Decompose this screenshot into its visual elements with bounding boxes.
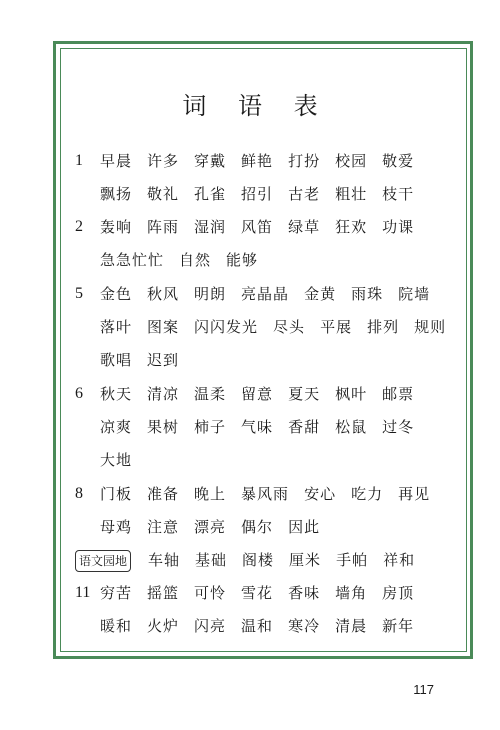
vocab-word: 果树 (147, 418, 180, 436)
vocab-word: 偶尔 (241, 518, 274, 536)
vocab-word: 打扮 (288, 152, 321, 170)
vocab-word: 香甜 (288, 418, 321, 436)
vocab-word: 吃力 (351, 485, 384, 503)
vocab-word: 车轴 (148, 551, 181, 569)
vocab-word: 祥和 (383, 551, 416, 569)
vocab-word: 孔雀 (194, 185, 227, 203)
vocab-word: 过冬 (382, 418, 415, 436)
vocab-word: 雪花 (241, 584, 274, 602)
vocab-word: 鲜艳 (241, 152, 274, 170)
vocab-word: 基础 (195, 551, 228, 569)
vocab-word: 规则 (414, 318, 447, 336)
vocab-word: 金黄 (304, 285, 337, 303)
page-number: 117 (413, 682, 434, 697)
vocab-word: 迟到 (147, 351, 180, 369)
vocab-word: 再见 (398, 485, 431, 503)
vocab-word: 阵雨 (147, 218, 180, 236)
vocab-word: 湿润 (194, 218, 227, 236)
vocab-word: 功课 (382, 218, 415, 236)
vocab-word: 厘米 (289, 551, 322, 569)
vocab-word: 闪闪发光 (194, 318, 259, 336)
word-group (100, 181, 429, 207)
vocab-word: 风笛 (241, 218, 274, 236)
word-group (100, 447, 147, 473)
vocab-word: 金色 (100, 285, 133, 303)
vocab-word: 雨珠 (351, 285, 384, 303)
word-group (100, 148, 429, 174)
word-group (100, 347, 194, 373)
vocab-word: 平展 (320, 318, 353, 336)
vocab-word: 母鸡 (100, 518, 133, 536)
vocab-word: 落叶 (100, 318, 133, 336)
lesson-number: 5 (75, 285, 83, 302)
vocab-word: 图案 (147, 318, 180, 336)
vocab-word: 亮晶晶 (241, 285, 290, 303)
vocab-word: 手帕 (336, 551, 369, 569)
vocab-word: 准备 (147, 485, 180, 503)
vocab-word: 寒冷 (288, 617, 321, 635)
vocab-word: 夏天 (288, 385, 321, 403)
vocab-word: 清晨 (335, 617, 368, 635)
vocab-word: 火炉 (147, 617, 180, 635)
vocab-word: 粗壮 (335, 185, 368, 203)
vocab-word: 轰响 (100, 218, 133, 236)
vocab-word: 闪亮 (194, 617, 227, 635)
vocab-word: 排列 (367, 318, 400, 336)
vocab-word: 邮票 (382, 385, 415, 403)
lesson-number: 11 (75, 584, 91, 601)
vocab-word: 凉爽 (100, 418, 133, 436)
lesson-number: 6 (75, 385, 83, 402)
vocab-word: 摇篮 (147, 584, 180, 602)
vocab-word: 秋风 (147, 285, 180, 303)
page-title: 词 语 表 (182, 92, 330, 120)
word-group (100, 247, 273, 273)
vocab-word: 秋天 (100, 385, 133, 403)
vocab-word: 飘扬 (100, 185, 133, 203)
lesson-number: 1 (75, 152, 83, 169)
vocab-word: 狂欢 (335, 218, 368, 236)
word-group (100, 481, 445, 507)
vocab-word: 绿草 (288, 218, 321, 236)
vocab-word: 院墙 (398, 285, 431, 303)
vocab-word: 校园 (335, 152, 368, 170)
vocab-word: 敬爱 (382, 152, 415, 170)
vocab-word: 温和 (241, 617, 274, 635)
lesson-number: 8 (75, 485, 83, 502)
vocab-word: 大地 (100, 451, 133, 469)
vocab-word: 温柔 (194, 385, 227, 403)
vocab-word: 因此 (288, 518, 321, 536)
word-group (100, 613, 429, 639)
vocab-word: 阁楼 (242, 551, 275, 569)
lesson-number: 2 (75, 218, 83, 235)
vocab-word: 能够 (226, 251, 259, 269)
vocab-word: 柿子 (194, 418, 227, 436)
vocab-word: 墙角 (335, 584, 368, 602)
vocab-word: 歌唱 (100, 351, 133, 369)
vocab-word: 气味 (241, 418, 274, 436)
vocab-word: 暴风雨 (241, 485, 290, 503)
vocab-word: 香味 (288, 584, 321, 602)
vocab-word: 清凉 (147, 385, 180, 403)
vocab-word: 敬礼 (147, 185, 180, 203)
word-group (100, 381, 429, 407)
vocab-word: 急急忙忙 (100, 251, 165, 269)
vocab-word: 枝干 (382, 185, 415, 203)
vocab-word: 早晨 (100, 152, 133, 170)
vocab-word: 安心 (304, 485, 337, 503)
vocab-word: 许多 (147, 152, 180, 170)
vocab-word: 尽头 (273, 318, 306, 336)
vocab-word: 新年 (382, 617, 415, 635)
vocab-word: 注意 (147, 518, 180, 536)
word-group (100, 414, 429, 440)
vocab-word: 门板 (100, 485, 133, 503)
vocab-word: 自然 (179, 251, 212, 269)
vocab-word: 古老 (288, 185, 321, 203)
vocab-word: 晚上 (194, 485, 227, 503)
vocab-word: 穿戴 (194, 152, 227, 170)
word-group (100, 214, 429, 240)
word-group (100, 514, 335, 540)
word-group (100, 580, 429, 606)
vocab-word: 穷苦 (100, 584, 133, 602)
section-badge: 语文园地 (75, 550, 131, 572)
vocab-word: 留意 (241, 385, 274, 403)
vocab-word: 漂亮 (194, 518, 227, 536)
vocab-word: 枫叶 (335, 385, 368, 403)
vocab-word: 房顶 (382, 584, 415, 602)
word-group (100, 281, 445, 307)
vocab-word: 可怜 (194, 584, 227, 602)
vocab-word: 松鼠 (335, 418, 368, 436)
vocab-word: 招引 (241, 185, 274, 203)
vocab-word: 暖和 (100, 617, 133, 635)
word-group (100, 314, 461, 340)
vocab-word: 明朗 (194, 285, 227, 303)
word-group (148, 547, 430, 573)
